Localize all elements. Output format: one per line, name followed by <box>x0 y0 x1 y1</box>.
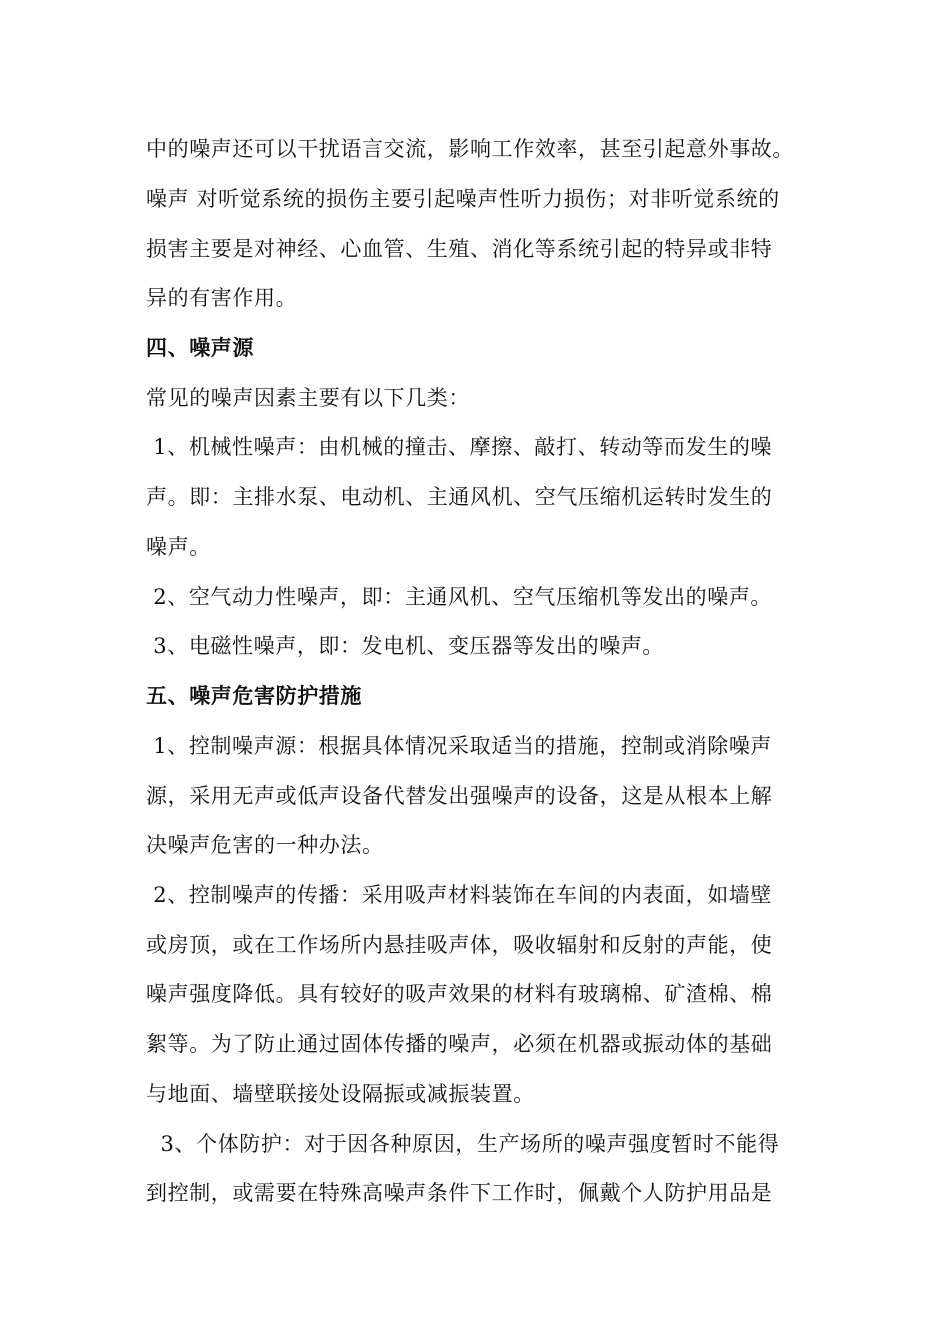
list-item-line: 2、控制噪声的传播：采用吸声材料装饰在车间的内表面，如墙壁 <box>146 883 773 907</box>
paragraph-line: 噪声。 <box>146 535 211 559</box>
paragraph-line: 决噪声危害的一种办法。 <box>146 833 384 857</box>
section-heading: 五、噪声危害防护措施 <box>146 684 362 708</box>
list-item-line: 3、个体防护：对于因各种原因，生产场所的噪声强度暂时不能得 <box>146 1132 780 1156</box>
paragraph-line: 与地面、墙壁联接处设隔振或减振装置。 <box>146 1082 535 1106</box>
paragraph-line: 中的噪声还可以干扰语言交流，影响工作效率，甚至引起意外事故。 <box>146 137 794 161</box>
list-item-line: 3、电磁性噪声，即：发电机、变压器等发出的噪声。 <box>146 634 665 658</box>
paragraph-line: 源，采用无声或低声设备代替发出强噪声的设备，这是从根本上解 <box>146 784 773 808</box>
paragraph-line: 声。即：主排水泵、电动机、主通风机、空气压缩机运转时发生的 <box>146 485 773 509</box>
section-heading: 四、噪声源 <box>146 336 254 360</box>
list-item-line: 2、空气动力性噪声，即：主通风机、空气压缩机等发出的噪声。 <box>146 585 773 609</box>
paragraph-line: 噪声 对听觉系统的损伤主要引起噪声性听力损伤；对非听觉系统的 <box>146 187 780 211</box>
paragraph-line: 损害主要是对神经、心血管、生殖、消化等系统引起的特异或非特 <box>146 237 773 261</box>
paragraph-line: 絮等。为了防止通过固体传播的噪声，必须在机器或振动体的基础 <box>146 1032 773 1056</box>
paragraph-line: 常见的噪声因素主要有以下几类： <box>146 386 470 410</box>
list-item-line: 1、控制噪声源：根据具体情况采取适当的措施，控制或消除噪声 <box>146 734 773 758</box>
paragraph-line: 异的有害作用。 <box>146 286 298 310</box>
paragraph-line: 到控制，或需要在特殊高噪声条件下工作时，佩戴个人防护用品是 <box>146 1181 773 1205</box>
paragraph-line: 噪声强度降低。具有较好的吸声效果的材料有玻璃棉、矿渣棉、棉 <box>146 982 773 1006</box>
list-item-line: 1、机械性噪声：由机械的撞击、摩擦、敲打、转动等而发生的噪 <box>146 435 773 459</box>
paragraph-line: 或房顶，或在工作场所内悬挂吸声体，吸收辐射和反射的声能，使 <box>146 933 773 957</box>
